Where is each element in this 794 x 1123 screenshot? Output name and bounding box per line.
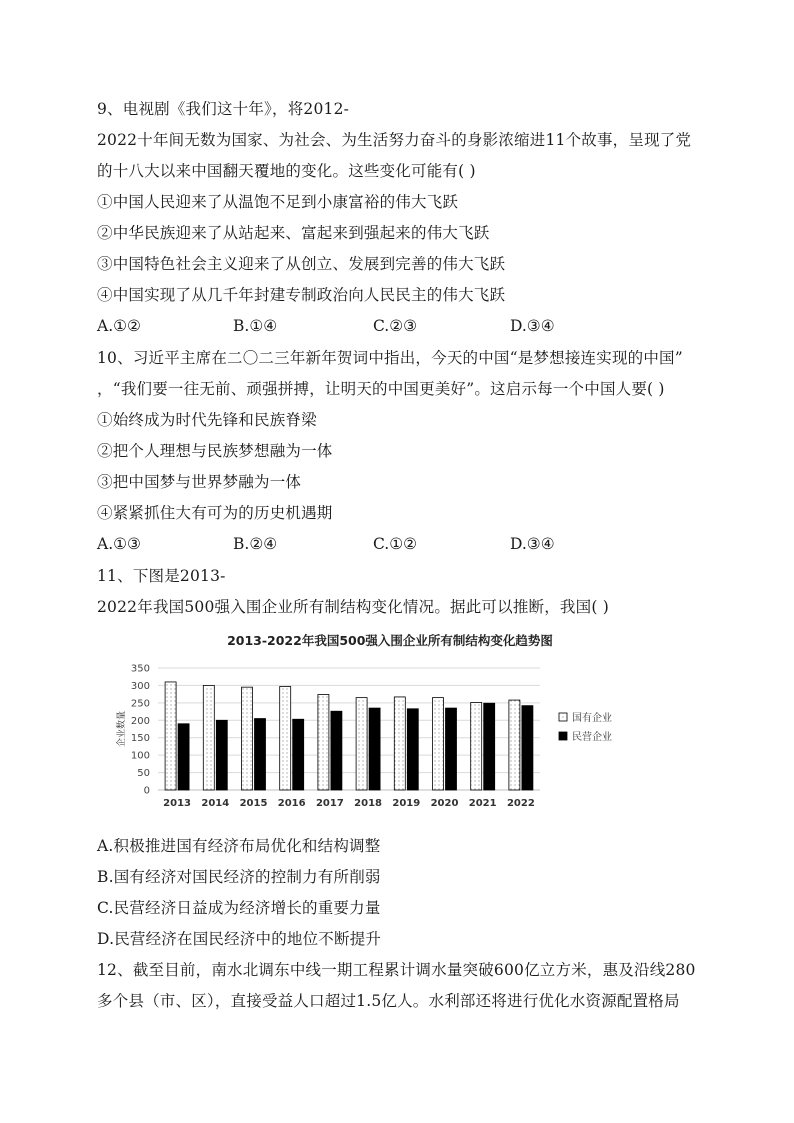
bar-private bbox=[369, 708, 380, 790]
q11-stem-line1: 11、下图是2013- bbox=[97, 567, 226, 585]
bar-state-owned bbox=[318, 694, 329, 790]
x-tick-label: 2021 bbox=[468, 798, 497, 809]
x-tick-label: 2015 bbox=[239, 798, 268, 809]
ownership-bar-chart bbox=[110, 628, 670, 826]
q11-option-d[interactable]: D.民营经济在国民经济中的地位不断提升 bbox=[97, 930, 382, 948]
y-tick-label: 150 bbox=[130, 733, 150, 745]
y-axis-label: 企业数量 bbox=[117, 710, 127, 748]
y-tick-label: 350 bbox=[130, 663, 150, 675]
q9-item-3: ③中国特色社会主义迎来了从创立、发展到完善的伟大飞跃 bbox=[97, 255, 506, 273]
q11-stem-line2: 2022年我国500强入围企业所有制结构变化情况。据此可以推断，我国( ) bbox=[97, 598, 609, 616]
bar-state-owned bbox=[471, 703, 482, 790]
bar-private bbox=[293, 719, 304, 790]
y-tick-label: 0 bbox=[143, 785, 150, 797]
q9-option-c[interactable]: C.②③ bbox=[373, 317, 418, 335]
x-tick-label: 2019 bbox=[392, 798, 421, 809]
legend-label: 国有企业 bbox=[572, 713, 612, 724]
q10-item-4: ④紧紧抓住大有可为的历史机遇期 bbox=[97, 504, 333, 522]
q11-option-c[interactable]: C.民营经济日益成为经济增长的重要力量 bbox=[97, 899, 381, 917]
q10-item-2: ②把个人理想与民族梦想融为一体 bbox=[97, 442, 333, 460]
y-tick-label: 50 bbox=[137, 768, 150, 780]
q9-item-1: ①中国人民迎来了从温饱不足到小康富裕的伟大飞跃 bbox=[97, 193, 459, 211]
legend-swatch bbox=[559, 713, 567, 721]
x-tick-label: 2014 bbox=[201, 798, 230, 809]
bar-state-owned bbox=[433, 698, 444, 790]
q10-stem-line1: 10、习近平主席在二〇二三年新年贺词中指出，今天的中国“是梦想接连实现的中国” bbox=[97, 349, 683, 367]
bar-state-owned bbox=[165, 682, 176, 790]
q9-option-b[interactable]: B.①④ bbox=[233, 317, 278, 335]
bar-state-owned bbox=[242, 687, 253, 790]
chart-svg bbox=[110, 628, 670, 826]
bar-private bbox=[216, 720, 227, 790]
q9-option-d[interactable]: D.③④ bbox=[510, 317, 555, 335]
bar-private bbox=[446, 708, 457, 790]
legend-swatch bbox=[559, 732, 567, 740]
bar-private bbox=[522, 706, 533, 790]
legend-label: 民营企业 bbox=[572, 732, 612, 743]
bar-private bbox=[484, 703, 495, 790]
bar-state-owned bbox=[356, 698, 367, 790]
q9-stem-line1: 9、电视剧《我们这十年》，将2012- bbox=[97, 100, 350, 118]
bar-state-owned bbox=[394, 697, 405, 790]
bar-private bbox=[255, 719, 266, 790]
bar-state-owned bbox=[203, 685, 214, 790]
q10-options bbox=[97, 534, 697, 554]
q10-stem-line2: ，“我们要一往无前、顽强拼搏，让明天的中国更美好”。这启示每一个中国人要( ) bbox=[97, 380, 665, 398]
q10-option-d[interactable]: D.③④ bbox=[510, 535, 555, 553]
q11-option-b[interactable]: B.国有经济对国民经济的控制力有所削弱 bbox=[97, 868, 381, 886]
bar-private bbox=[331, 711, 342, 790]
bar-private bbox=[407, 709, 418, 790]
q10-option-a[interactable]: A.①③ bbox=[97, 535, 141, 553]
q9-option-a[interactable]: A.①② bbox=[97, 317, 141, 335]
y-tick-label: 200 bbox=[130, 715, 150, 727]
x-tick-label: 2016 bbox=[277, 798, 306, 809]
q10-item-3: ③把中国梦与世界梦融为一体 bbox=[97, 473, 302, 491]
q12-stem-line2: 多个县（市、区），直接受益人口超过1.5亿人。水利部还将进行优化水资源配置格局 bbox=[97, 992, 680, 1010]
chart-title: 2013-2022年我国500强入围企业所有制结构变化趋势图 bbox=[227, 633, 553, 648]
q9-stem-line2: 2022十年间无数为国家、为社会、为生活努力奋斗的身影浓缩进11个故事，呈现了党 bbox=[97, 131, 692, 149]
q10-item-1: ①始终成为时代先锋和民族脊梁 bbox=[97, 411, 317, 429]
y-tick-label: 300 bbox=[130, 680, 150, 692]
q10-option-c[interactable]: C.①② bbox=[373, 535, 418, 553]
q9-item-4: ④中国实现了从几千年封建专制政治向人民民主的伟大飞跃 bbox=[97, 286, 506, 304]
x-tick-label: 2013 bbox=[163, 798, 192, 809]
y-tick-label: 250 bbox=[130, 698, 150, 710]
x-tick-label: 2017 bbox=[315, 798, 344, 809]
q12-stem-line1: 12、截至目前，南水北调东中线一期工程累计调水量突破600亿立方米，惠及沿线280 bbox=[97, 961, 696, 979]
bar-private bbox=[178, 724, 189, 790]
bar-state-owned bbox=[280, 686, 291, 790]
q9-item-2: ②中华民族迎来了从站起来、富起来到强起来的伟大飞跃 bbox=[97, 224, 490, 242]
y-tick-label: 100 bbox=[130, 750, 150, 762]
q10-option-b[interactable]: B.②④ bbox=[233, 535, 278, 553]
x-tick-label: 2022 bbox=[506, 798, 535, 809]
q9-stem-line3: 的十八大以来中国翻天覆地的变化。这些变化可能有( ) bbox=[97, 162, 476, 180]
x-tick-label: 2018 bbox=[354, 798, 383, 809]
q11-option-a[interactable]: A.积极推进国有经济布局优化和结构调整 bbox=[97, 837, 381, 855]
bar-state-owned bbox=[509, 700, 520, 790]
q9-options bbox=[97, 316, 697, 336]
x-tick-label: 2020 bbox=[430, 798, 459, 809]
